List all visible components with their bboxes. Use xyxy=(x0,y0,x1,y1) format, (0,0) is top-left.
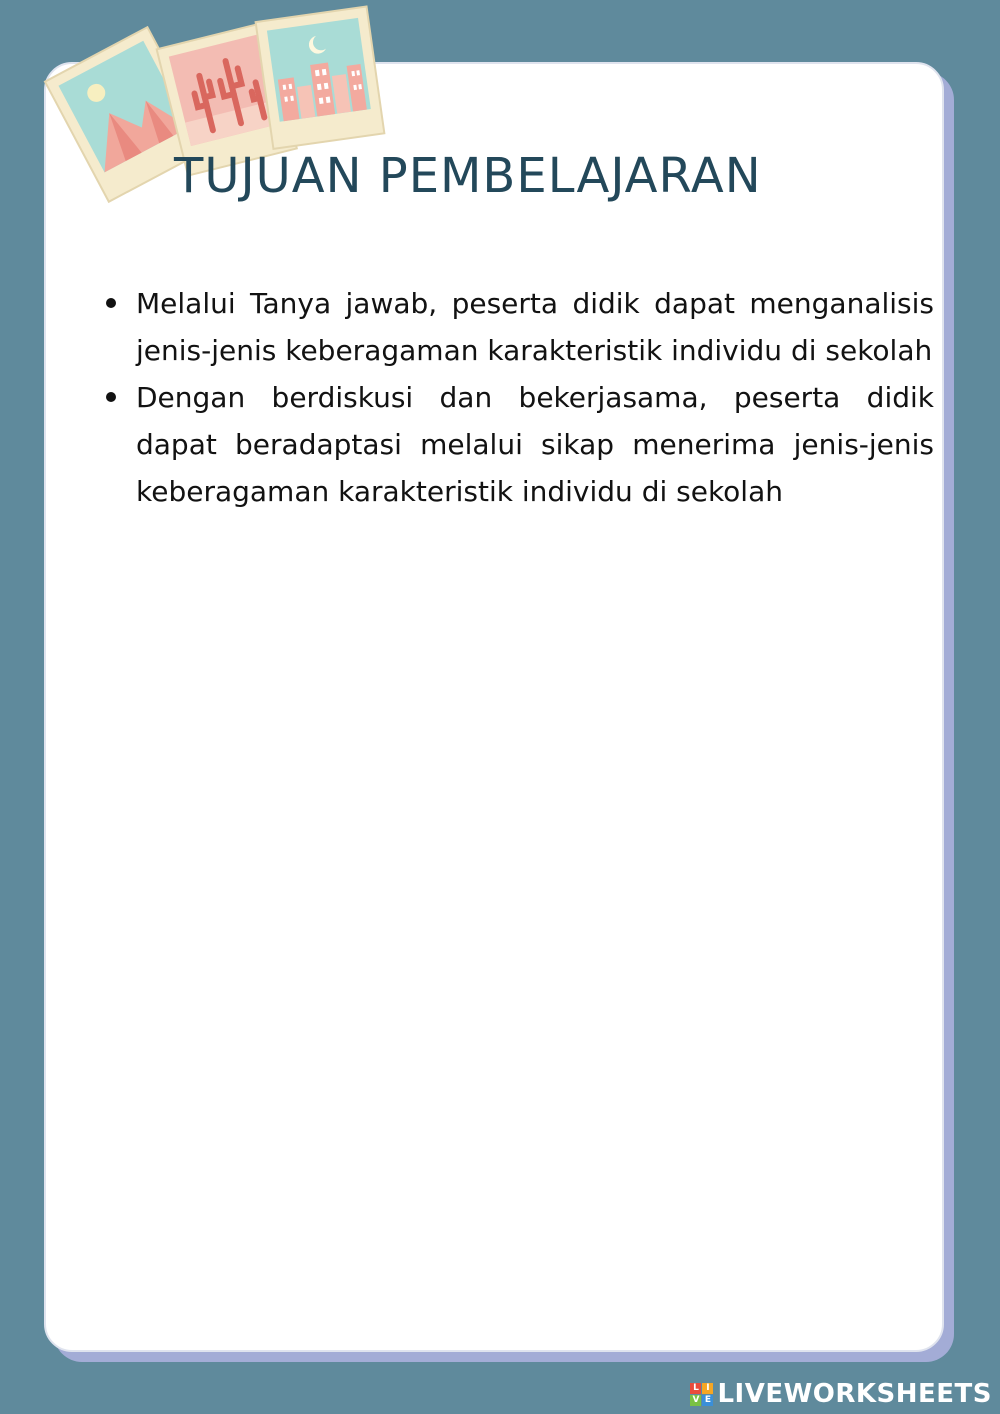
worksheet-card xyxy=(44,62,944,1352)
watermark-text: LIVEWORKSHEETS xyxy=(717,1379,992,1409)
list-item xyxy=(136,374,934,515)
city-photo-icon xyxy=(256,7,385,149)
bullet-icon xyxy=(106,392,116,402)
liveworksheets-logo-icon: L I V E xyxy=(690,1383,713,1406)
list-item xyxy=(136,280,934,374)
objective-text: Melalui Tanya jawab, peserta didik dapat menganalisis jenis-jenis keberagaman karakteristik individu di sekolah xyxy=(136,287,934,367)
objective-text: Dengan berdiskusi dan bekerjasama, peserta didik dapat beradaptasi melalui sikap menerima jenis-jenis keberagaman karakteristik individu di sekolah xyxy=(136,381,934,508)
liveworksheets-watermark[interactable] xyxy=(690,1379,992,1409)
bullet-icon xyxy=(106,298,116,308)
learning-objectives-list xyxy=(136,280,934,515)
page-title: TUJUAN PEMBELAJARAN xyxy=(174,148,762,204)
